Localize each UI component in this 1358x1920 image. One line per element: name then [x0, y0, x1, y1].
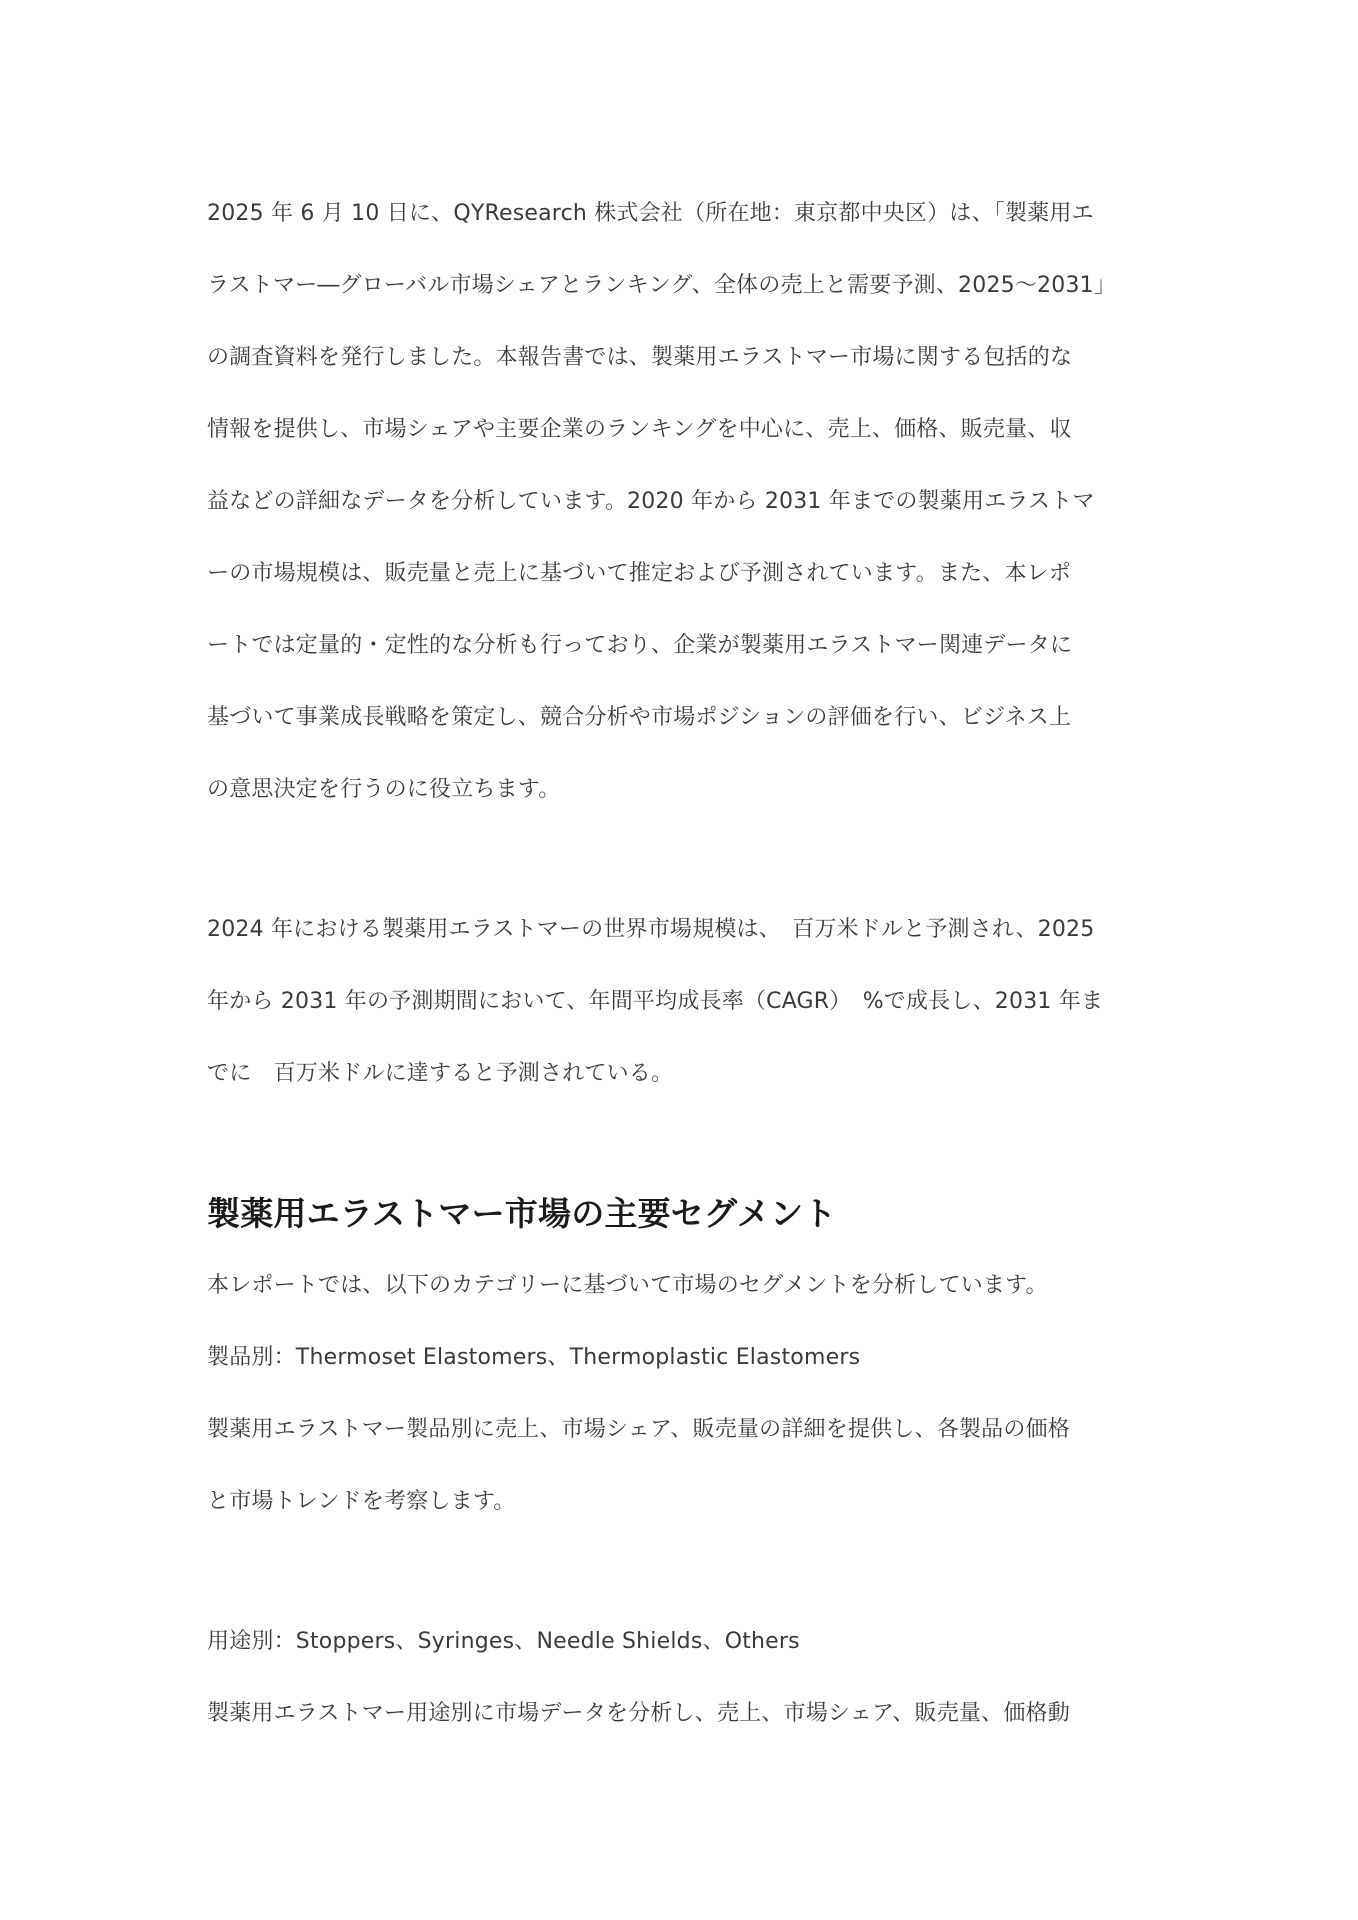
intro-line: ーの市場規模は、販売量と売上に基づいて推定および予測されています。また、本レポ	[207, 561, 1072, 586]
market-size-paragraph	[207, 894, 1167, 1110]
intro-paragraph	[207, 178, 1167, 826]
application-section	[207, 1606, 1167, 1750]
segments-heading: 製薬用エラストマー市場の主要セグメント	[207, 1194, 837, 1233]
paragraph-spacer	[207, 1538, 1167, 1606]
intro-line: の意思決定を行うのに役立ちます。	[207, 777, 561, 802]
intro-line: 情報を提供し、市場シェアや主要企業のランキングを中心に、売上、価格、販売量、収	[207, 417, 1072, 442]
intro-line: 基づいて事業成長戦略を策定し、競合分析や市場ポジションの評価を行い、ビジネス上	[207, 705, 1072, 730]
intro-line: ートでは定量的・定性的な分析も行っており、企業が製薬用エラストマー関連データに	[207, 633, 1073, 658]
intro-line: 益などの詳細なデータを分析しています。2020 年から 2031 年までの製薬用エラストマ	[207, 489, 1095, 514]
market-size-line: 2024 年における製薬用エラストマーの世界市場規模は、 百万米ドルと予測され、2025	[207, 917, 1095, 942]
intro-line: の調査資料を発行しました。本報告書では、製薬用エラストマー市場に関する包括的な	[207, 345, 1073, 370]
paragraph-spacer	[207, 826, 1167, 894]
document-body	[207, 178, 1167, 1750]
market-size-line: 年から 2031 年の予測期間において、年間平均成長率（CAGR） %で成長し、2031 年ま	[207, 989, 1104, 1014]
intro-line: 2025 年 6 月 10 日に、QYResearch 株式会社（所在地：東京都中央区）は、「製薬用エ	[207, 201, 1094, 226]
product-label: 製品別：Thermoset Elastomers、Thermoplastic Elastomers	[207, 1345, 861, 1370]
product-description-line: 製薬用エラストマー製品別に売上、市場シェア、販売量の詳細を提供し、各製品の価格	[207, 1417, 1070, 1442]
application-label: 用途別：Stoppers、Syringes、Needle Shields、Others	[207, 1629, 800, 1654]
paragraph-spacer	[207, 1110, 1167, 1178]
intro-line: ラストマー―グローバル市場シェアとランキング、全体の売上と需要予測、2025～2031」	[207, 273, 1117, 298]
market-size-line: でに 百万米ドルに達すると予測されている。	[207, 1061, 674, 1086]
segments-intro: 本レポートでは、以下のカテゴリーに基づいて市場のセグメントを分析しています。	[207, 1273, 1048, 1298]
product-description-line: と市場トレンドを考察します。	[207, 1489, 516, 1514]
segments-section	[207, 1250, 1167, 1538]
application-description-line: 製薬用エラストマー用途別に市場データを分析し、売上、市場シェア、販売量、価格動	[207, 1701, 1070, 1726]
